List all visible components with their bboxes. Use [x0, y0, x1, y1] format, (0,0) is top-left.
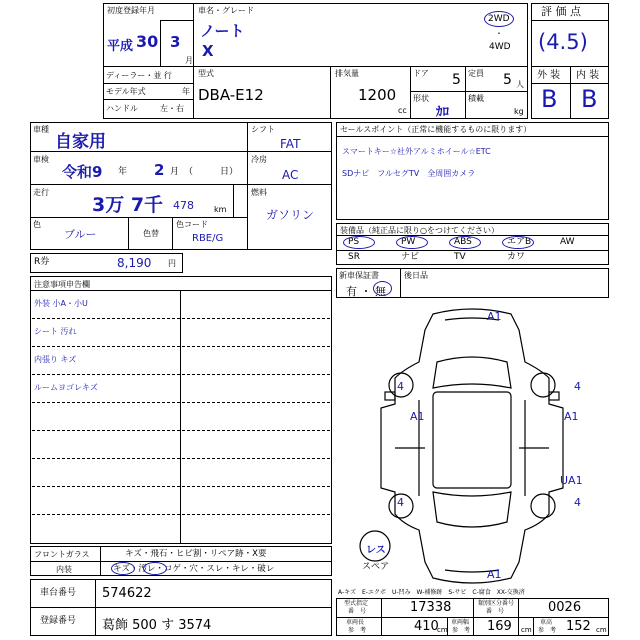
equipment-item: TV	[454, 252, 466, 262]
equipment-item: PS	[348, 237, 360, 247]
class-sub: 番 号	[486, 608, 505, 615]
type-value: DBA-E12	[198, 86, 264, 104]
type-label: 型式	[198, 69, 214, 78]
interior-cond-options: キズ・汚レ・コゲ・穴・スレ・キレ・破レ	[113, 564, 275, 574]
mileage-unit: km	[214, 205, 227, 214]
score-value: (4.5)	[538, 30, 588, 54]
month-unit: 月	[185, 56, 193, 65]
damage-mark: 4	[574, 496, 581, 509]
doors-label: ドア	[413, 69, 429, 78]
score-label: 評 価 点	[541, 5, 581, 18]
chassis-label: 車台番号	[40, 588, 77, 598]
handle-label: ハンドル	[106, 104, 138, 113]
shape-label: 形状	[413, 94, 429, 103]
inspection-month-unit: 月	[170, 167, 180, 177]
height-value: 152	[566, 619, 591, 634]
first-reg-month: 3	[170, 33, 181, 51]
recycle-box	[30, 253, 183, 273]
note-line: ルームヨゴレキズ	[34, 383, 98, 392]
warranty-value: 有 ・ 無	[346, 285, 386, 298]
load-unit: kg	[514, 107, 524, 116]
usage-value: 自家用	[55, 132, 106, 152]
model-name: ノート	[200, 22, 245, 40]
color-code-value: RBE/G	[192, 233, 224, 244]
notes-box	[30, 276, 332, 544]
note-line: 内張り キズ	[34, 355, 77, 364]
interior-grade: B	[581, 85, 598, 113]
usage-label: 車種	[33, 125, 49, 134]
inspection-era: 令和9	[62, 163, 103, 181]
class-label: 類別区分番号	[478, 600, 515, 607]
damage-mark: A1	[410, 410, 425, 423]
note-divider	[32, 486, 330, 487]
sales-points-label: セールスポイント（正常に機能するものに限ります）	[340, 125, 532, 134]
note-divider	[32, 374, 330, 375]
damage-mark: 4	[574, 380, 581, 393]
note-divider	[32, 514, 330, 515]
front-glass-label: フロントガラス	[34, 550, 90, 559]
year-unit: 年	[182, 87, 190, 96]
equipment-item: カワ	[507, 252, 526, 262]
length-unit: cm	[437, 626, 448, 634]
damage-mark: A1	[487, 568, 502, 581]
exterior-label: 外 装	[537, 70, 561, 81]
drive-4wd: 4WD	[489, 42, 511, 52]
sales-point-line-2: SDナビ フルセグTV 全周囲カメラ	[342, 169, 476, 178]
mileage-main: 3万 7千	[92, 194, 164, 216]
shift-value: FAT	[280, 137, 301, 151]
note-divider	[32, 458, 330, 459]
width-value: 169	[487, 619, 512, 634]
color-code-label: 色コード	[176, 220, 208, 229]
front-glass-options: キズ・飛石・ヒビ割・リペア跡・X要	[125, 549, 267, 559]
shape-value: ｶﾛ	[436, 105, 449, 120]
spare-label: スペア	[362, 562, 390, 572]
warranty-label: 新車保証書	[339, 271, 379, 280]
first-reg-year: 30	[136, 32, 159, 51]
ac-label: 冷房	[251, 155, 267, 164]
exterior-grade: B	[541, 85, 558, 113]
sales-point-line-1: スマートキー☆社外アルミホイール☆ETC	[342, 147, 491, 156]
width-unit: cm	[521, 626, 532, 634]
interior-cond-label: 内装	[56, 565, 72, 574]
inspection-month: 2	[154, 161, 165, 179]
model-year-label: モデル年式	[106, 87, 146, 96]
recycle-value: 8,190	[117, 256, 152, 270]
note-divider	[32, 346, 330, 347]
length-label: 車両長	[346, 619, 365, 626]
doors-value: 5	[452, 72, 461, 88]
equipment-circle	[343, 236, 375, 249]
equipment-item: SR	[348, 252, 360, 262]
glass-note: レス	[366, 545, 386, 556]
shift-label: シフト	[251, 125, 275, 134]
notes-label: 注意事項申告欄	[34, 280, 90, 289]
handle-value: 左・右	[160, 104, 184, 113]
inspection-label: 車検	[33, 155, 49, 164]
equipment-circle	[449, 236, 481, 249]
type-designation-sub: 番 号	[348, 608, 367, 615]
note-divider	[32, 430, 330, 431]
load-label: 積載	[468, 94, 484, 103]
chassis-value: 574622	[102, 586, 152, 601]
recycle-label: R券	[34, 257, 50, 267]
cc-unit: cc	[398, 106, 407, 115]
first-reg-era: 平成	[107, 39, 134, 54]
color-change-label: 色替	[143, 229, 159, 238]
equipment-item: PW	[401, 237, 416, 247]
note-divider	[32, 318, 330, 319]
later-items-label: 後日品	[404, 271, 428, 280]
damage-mark: 4	[397, 496, 404, 509]
height-unit: cm	[596, 626, 607, 634]
model-name-label: 車名・グレード	[198, 6, 254, 15]
equipment-item: ナビ	[401, 252, 420, 262]
capacity-unit: 人	[516, 80, 524, 89]
fuel-value: ガソリン	[266, 208, 315, 222]
equipment-circle	[502, 236, 534, 249]
recycle-unit: 円	[168, 259, 176, 268]
height-label: 車高	[540, 619, 553, 626]
damage-mark: UA1	[560, 474, 583, 487]
damage-mark: A1	[487, 310, 502, 323]
displacement-label: 排気量	[335, 69, 359, 78]
dealer-label: ディーラー・並 行	[106, 71, 172, 80]
ac-value: AC	[282, 168, 299, 182]
equipment-label: 装備品（純正品に限り○をつけてください）	[340, 226, 499, 235]
damage-mark: 4	[397, 380, 404, 393]
note-divider	[32, 402, 330, 403]
equipment-circle	[396, 236, 428, 249]
capacity-label: 定員	[468, 69, 484, 78]
equipment-item: エアB	[507, 237, 532, 247]
note-line: シート 汚れ	[34, 327, 77, 336]
equipment-item: AW	[560, 237, 575, 247]
grade: X	[202, 42, 214, 60]
damage-mark: A1	[564, 410, 579, 423]
color-value: ブルー	[64, 228, 97, 241]
type-designation-label: 型式指定	[344, 600, 369, 607]
height-sub: 参 考	[538, 627, 557, 634]
length-value: 410	[414, 619, 439, 634]
length-sub: 参 考	[348, 627, 367, 634]
note-line: 外装 小A・小U	[34, 299, 88, 308]
mileage-sub: 478	[173, 199, 194, 212]
color-label: 色	[33, 220, 41, 229]
capacity-value: 5	[503, 72, 512, 88]
registration-label: 登録番号	[40, 616, 77, 626]
inspection-day-unit: （ 日）	[184, 167, 239, 177]
equipment-item: ABS	[454, 237, 472, 247]
mileage-label: 走行	[33, 188, 49, 197]
registration-value: 葛飾 500 す 3574	[102, 618, 212, 633]
type-designation-value: 17338	[410, 600, 452, 615]
damage-legend: A-キズ E-エクボ U-凹み W-補修跡 S-サビ C-腐食 XX-交換済	[338, 589, 525, 596]
first-reg-label: 初度登録年月	[107, 6, 155, 15]
displacement-value: 1200	[358, 86, 397, 104]
fuel-label: 燃料	[251, 188, 267, 197]
drive-2wd: 2WD	[488, 14, 510, 24]
interior-label: 内 装	[576, 70, 600, 81]
width-sub: 参 考	[452, 627, 471, 634]
width-label: 車両幅	[451, 619, 470, 626]
drive-dot: ・	[495, 29, 503, 38]
inspection-year-unit: 年	[118, 167, 128, 177]
class-value: 0026	[548, 600, 582, 615]
